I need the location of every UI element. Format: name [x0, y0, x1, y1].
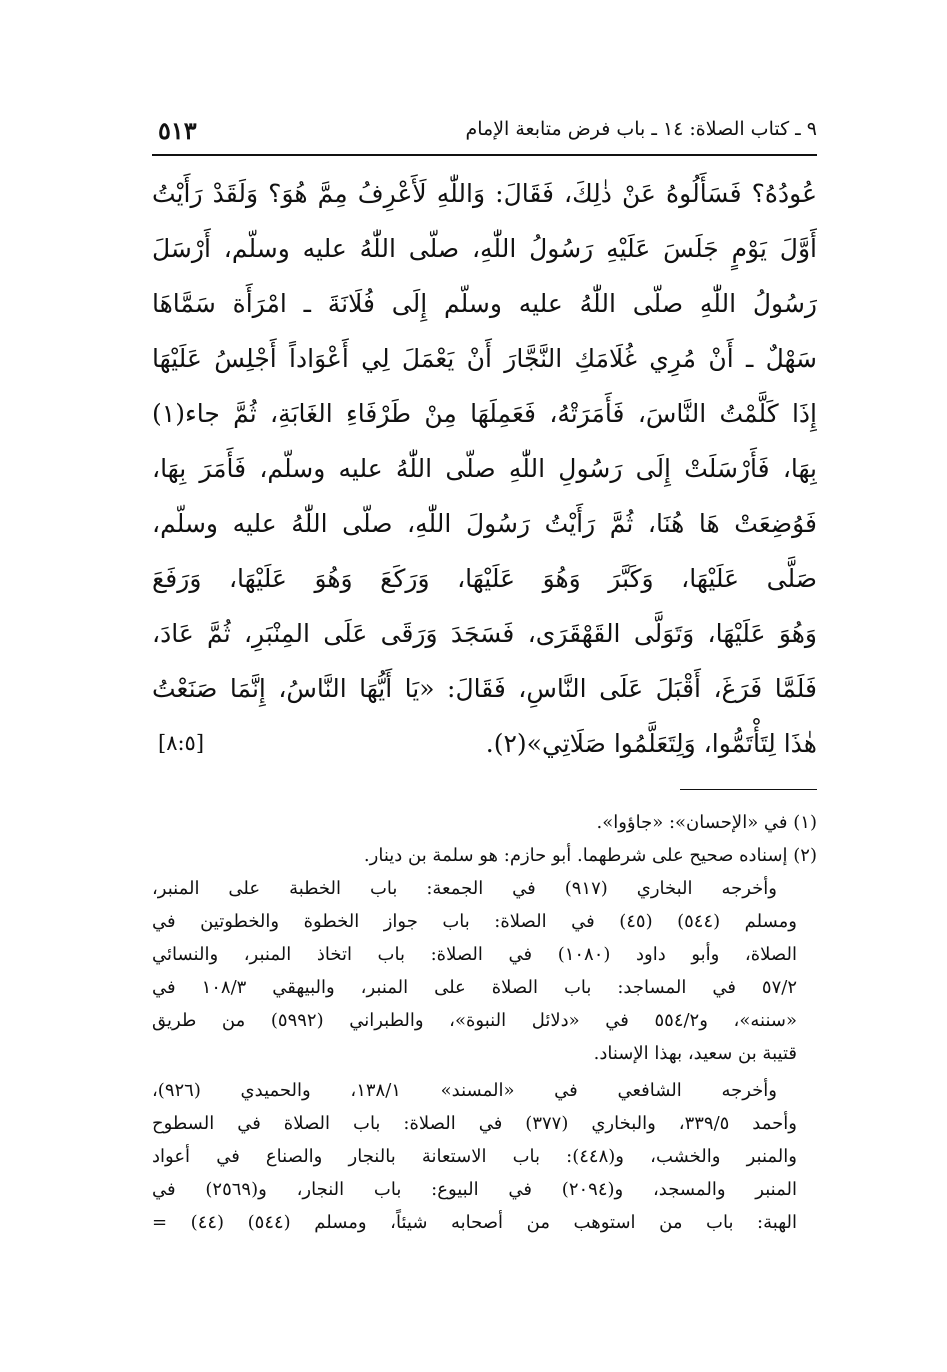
footnote-line: وأخرجه الشافعي في «المسند» ١٣٨/١، والحميدي (٩٢٦)، [152, 1080, 777, 1101]
text-line: عُودُهُ؟ فَسَأَلُوهُ عَنْ ذٰلِكَ، فَقَالَ: وَاللّٰهِ لَأَعْرِفُ مِمَّ هُوَ؟ وَلَقَدْ رَأَيْتُ [152, 179, 817, 208]
text-line: وَهُوَ عَلَيْهَا، وَتَوَلَّى القَهْقَرَى، فَسَجَدَ وَرَقَى عَلَى المِنْبَرِ، ثُمَّ عَادَ، [152, 619, 817, 648]
footnotes [152, 806, 817, 1239]
footnote-line: قتيبة بن سعيد، بهذا الإسناد. [593, 1043, 797, 1064]
text-line: أَوَّلَ يَوْمٍ جَلَسَ عَلَيْهِ رَسُولُ اللّٰهِ، صلّى اللّٰهُ عليه وسلّم، أَرْسَلَ [152, 234, 817, 263]
running-title: ٩ ـ كتاب الصلاة: ١٤ ـ باب فرض متابعة الإمام [465, 118, 817, 140]
text-line: سَهْلٌ ـ أَنْ مُرِي غُلَامَكِ النَّجَّارَ أَنْ يَعْمَلَ لِي أَعْوَاداً أَجْلِسُ عَلَيْهَا [152, 344, 817, 373]
footnote-line: المنبر والمسجد، و(٢٠٩٤) في البيوع: باب النجار، و(٢٥٦٩) في [152, 1179, 797, 1200]
text-line-last [152, 716, 817, 771]
text-line: فَلَمَّا فَرَغَ، أَقْبَلَ عَلَى النَّاسِ، فَقَالَ: «يَا أَيُّهَا النَّاسُ، إِنَّمَا صَنَعْتُ [152, 674, 817, 703]
footnote-separator [680, 789, 817, 790]
footnote-line: ٥٧/٢ في المساجد: باب الصلاة على المنبر، والبيهقي ١٠٨/٣ في [152, 977, 797, 998]
page-number: ٥١٣ [158, 116, 197, 145]
footnote-line: الهبة: باب من استوهب من أصحابه شيئاً، ومسلم (٥٤٤) (٤٤) = [152, 1212, 797, 1233]
text-line-content: هٰذَا لِتَأْتَمُّوا، وَلِتَعَلَّمُوا صَلَاتِي»(٢). [485, 729, 817, 758]
text-line: صَلَّى عَلَيْهَا، وَكَبَّرَ وَهُوَ عَلَيْهَا، وَرَكَعَ وَهُوَ عَلَيْهَا، وَرَفَعَ [152, 564, 817, 593]
footnote-line: وأخرجه البخاري (٩١٧) في الجمعة: باب الخطبة على المنبر، [152, 878, 777, 899]
page-header [152, 112, 817, 152]
footnote-line: «سننه»، و٥٥٤/٢ في «دلائل النبوة»، والطبراني (٥٩٩٢) من طريق [152, 1010, 797, 1031]
footnote-2: (٢) إسناده صحيح على شرطهما. أبو حازم: هو سلمة بن دينار. [363, 845, 817, 866]
footnote-line: الصلاة، وأبو داود (١٠٨٠) في الصلاة: باب اتخاذ المنبر، والنسائي [152, 944, 797, 965]
footnote-line: وأحمد ٣٣٩/٥، والبخاري (٣٧٧) في الصلاة: باب الصلاة في السطوح [152, 1113, 797, 1134]
hadith-reference: [٨:٥] [158, 731, 205, 755]
text-line: إِذَا كَلَّمْتُ النَّاسَ، فَأَمَرَتْهُ، فَعَمِلَهَا مِنْ طَرْفَاءِ الغَابَةِ، ثُمَّ جاء(١) [152, 399, 817, 428]
main-text [152, 166, 817, 771]
header-rule [152, 154, 817, 156]
text-line: بِهَا، فَأَرْسَلَتْ إِلَى رَسُولِ اللّٰهِ صلّى اللّٰهُ عليه وسلّم، فَأَمَرَ بِهَا، [152, 454, 817, 483]
text-line: فَوُضِعَتْ هَا هُنَا، ثُمَّ رَأَيْتُ رَسُولَ اللّٰهِ، صلّى اللّٰهُ عليه وسلّم، [152, 509, 817, 538]
footnote-line: والمنبر والخشب، و(٤٤٨): باب الاستعانة بالنجار والصناع في أعواد [152, 1146, 797, 1167]
footnote-1: (١) في «الإحسان»: «جاؤوا». [596, 812, 817, 833]
footnote-line: ومسلم (٥٤٤) (٤٥) في الصلاة: باب جواز الخطوة والخطوتين في [152, 911, 797, 932]
text-line: رَسُولُ اللّٰهِ صلّى اللّٰهُ عليه وسلّم إِلَى فُلَانَةَ ـ امْرَأَة سَمَّاهَا [152, 289, 817, 318]
